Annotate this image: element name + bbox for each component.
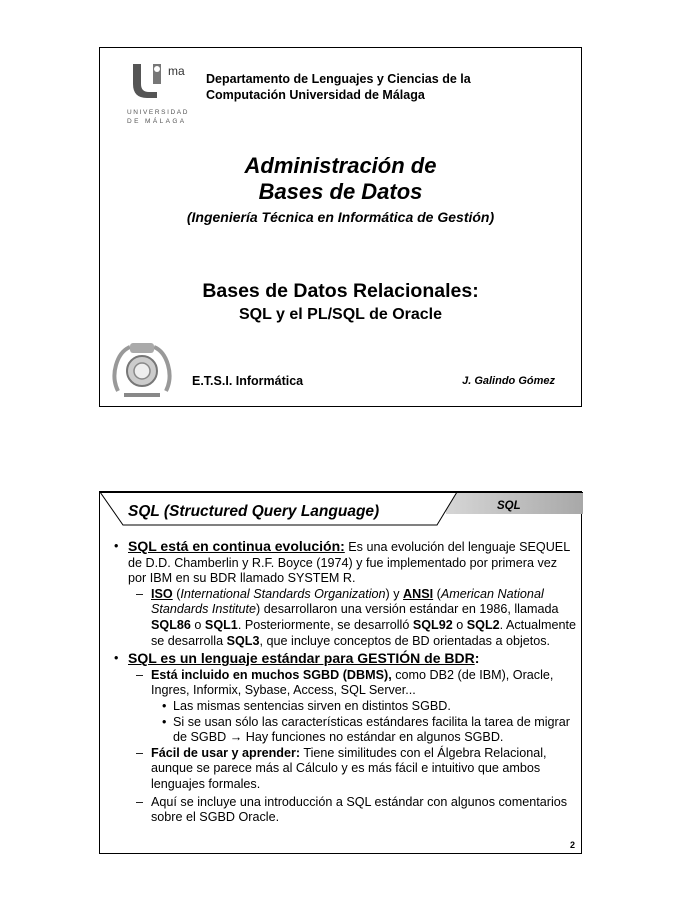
- sql2-label: SQL2: [466, 617, 500, 632]
- bullet-evolution: [112, 539, 577, 587]
- section-tab: SQL: [497, 500, 521, 512]
- course-title-line1: Administración de: [244, 153, 437, 178]
- dash-icon: –: [136, 794, 144, 809]
- school-name: E.T.S.I. Informática: [192, 374, 304, 388]
- ansi-label: ANSI: [403, 586, 434, 601]
- sql92-label: SQL92: [412, 617, 453, 632]
- svg-text:ma: ma: [168, 64, 185, 78]
- text: ) y: [385, 586, 404, 601]
- sub-bullet-easy: [112, 746, 577, 793]
- iso-label: ISO: [151, 586, 173, 601]
- sub-bullet-standards: – ISO (International Standards Organization) y ANSI (American National Standards Institute) desarrollaron una versión estándar en 1986, llamada SQL86 o SQL1. Posteriormente, se desarrolló SQL92 o SQL2. Actualmente se desarrolla SQL3, que incluye conceptos de BD orientadas a objetos.: [136, 586, 576, 648]
- dash-icon: –: [136, 586, 144, 601]
- sub-sub-bullet-migration: [112, 715, 577, 746]
- bullet-heading: SQL está en continua evolución:: [128, 538, 345, 554]
- department-line2: Computación Universidad de Málaga: [206, 88, 425, 102]
- university-logo: [127, 62, 202, 128]
- title-slide: [99, 47, 582, 407]
- text: . Posteriormente, se desarrolló: [237, 617, 413, 632]
- department-line1: Departamento de Lenguajes y Ciencias de la: [206, 72, 471, 86]
- text: , que incluye conceptos de BD orientadas a objetos.: [259, 633, 551, 648]
- school-crest-icon: [110, 339, 174, 401]
- content-slide: [99, 491, 582, 854]
- topic-subtitle: SQL y el PL/SQL de Oracle: [238, 306, 443, 323]
- iso-name: International Standards Organization: [180, 586, 386, 601]
- sql86-label: SQL86: [151, 617, 191, 632]
- bullet-dot-icon: •: [114, 651, 119, 666]
- slide-title: SQL (Structured Query Language): [128, 503, 380, 520]
- text: Las mismas sentencias sirven en distintos SGBD.: [173, 698, 451, 713]
- course-subtitle: (Ingeniería Técnica en Informática de Gestión): [186, 209, 495, 225]
- text: como DB2 (de IBM), Oracle, Ingres, Informix, Sybase, Access, SQL Server...: [151, 667, 554, 698]
- dash-icon: –: [136, 667, 144, 682]
- text: o: [452, 617, 467, 632]
- text: Si se usan sólo las características estándares facilita la tarea de migrar de SGBD → Hay funciones no estándar en algunos SGBD.: [173, 714, 570, 745]
- author-name: J. Galindo Gómez: [462, 375, 555, 387]
- bullet-dot-icon: •: [114, 539, 119, 553]
- text: . Actualmente se desarrolla: [151, 617, 576, 648]
- dash-icon: –: [136, 745, 144, 760]
- text: :: [474, 650, 480, 667]
- text: Aquí se incluye una introducción a SQL estándar con algunos comentarios sobre el SGBD Oracle.: [151, 794, 568, 825]
- small-bullet-icon: •: [162, 714, 167, 729]
- text: Tiene similitudes con el Álgebra Relacional, aunque se parece más al Cálculo y es más fácil e intuitivo que ambos lenguajes formales.: [151, 745, 547, 791]
- page-number: 2: [569, 840, 575, 850]
- text: o: [190, 617, 205, 632]
- small-bullet-icon: •: [162, 698, 167, 713]
- department-name: [206, 71, 471, 103]
- uma-logo-icon: [127, 62, 202, 128]
- sql1-label: SQL1: [204, 617, 238, 632]
- bullet-standard-language: [112, 651, 577, 668]
- bullet-text: Es una evolución del lenguaje SEQUEL de D.D. Chamberlin y R.F. Boyce (1974) y fue implementado por primera vez por IBM en su BDR llamado SYSTEM R.: [128, 540, 570, 586]
- bold-lead: Fácil de usar y aprender:: [151, 745, 301, 760]
- svg-text:DE MÁLAGA: DE MÁLAGA: [127, 118, 187, 125]
- sql3-label: SQL3: [226, 633, 260, 648]
- topic-title: Bases de Datos Relacionales:: [202, 280, 479, 302]
- course-title-line2: Bases de Datos: [258, 179, 423, 204]
- bold-lead: Está incluido en muchos SGBD (DBMS),: [151, 667, 392, 682]
- text: ) desarrollaron una versión estándar en 1986, llamada: [256, 602, 559, 617]
- svg-text:UNIVERSIDAD: UNIVERSIDAD: [127, 109, 190, 116]
- sub-sub-bullet-same-statements: [112, 699, 577, 715]
- bullet-heading: SQL es un lenguaje estándar para GESTIÓN de BDR: [128, 650, 475, 667]
- sub-bullet-intro: [112, 795, 577, 826]
- sub-bullet-dbms: [112, 668, 577, 699]
- slide-body: [112, 539, 577, 826]
- ansi-name: American National Standards Institute: [151, 586, 544, 617]
